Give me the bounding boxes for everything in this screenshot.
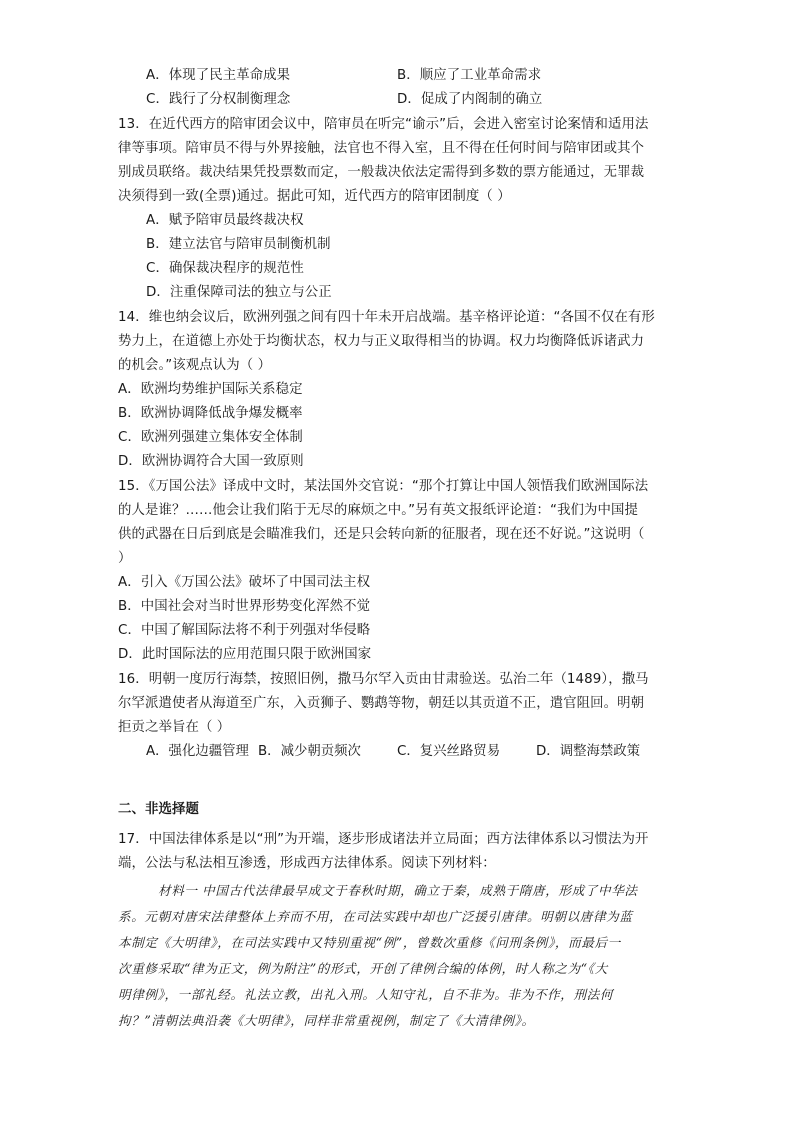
q15-option: C．中国了解国际法将不利于列强对华侵略 — [118, 623, 371, 638]
section-title: 二、非选择题 — [118, 802, 199, 817]
q17-material-line: 本制定《大明律》，在司法实践中又特别重视“例”，曾数次重修《问刑条例》，而最后一 — [118, 935, 621, 950]
q13-stem-line: 决须得到一致(全票)通过。据此可知，近代西方的陪审团制度（ ） — [118, 189, 511, 204]
q13-option: B．建立法官与陪审员制衡机制 — [146, 237, 331, 252]
q15-option: B．中国社会对当时世界形势变化浑然不觉 — [118, 599, 371, 614]
q14-stem-line: 势力上，在道德上亦处于均衡状态，权力与正义取得相当的协调。权力均衡降低诉诸武力 — [118, 334, 645, 349]
q15-stem-line: 的人是谁？……他会让我们陷于无尽的麻烦之中。”另有英文报纸评论道：“我们为中国提 — [118, 503, 639, 518]
q16-stem-line: 拒贡之举旨在（ ） — [118, 720, 231, 735]
q14-option: B．欧洲协调降低战争爆发概率 — [118, 406, 303, 421]
q17-material-line: 拘？”清朝法典沿袭《大明律》，同样非常重视例，制定了《大清律例》。 — [118, 1013, 535, 1028]
q13-stem-line: 律等事项。陪审员不得与外界接触，法官也不得入室，且不得在任何时间与陪审团或其个 — [118, 141, 645, 156]
q16-option-a: A．强化边疆管理 — [146, 744, 249, 759]
prev-option-d: D．促成了内阁制的确立 — [397, 92, 543, 107]
q17-material-line: 明律例》，一部礼经。礼法立教，出礼入刑。人知守礼，自不非为。非为不作，刑法何 — [118, 987, 614, 1002]
prev-option-a: A．体现了民主革命成果 — [146, 68, 291, 83]
prev-option-c: C．践行了分权制衡理念 — [146, 92, 291, 107]
q16-option-c: C．复兴丝路贸易 — [397, 744, 501, 759]
q14-option: C．欧洲列强建立集体安全体制 — [118, 430, 303, 445]
q16-option-b: B．减少朝贡频次 — [258, 744, 361, 759]
q14-option: A．欧洲均势维护国际关系稳定 — [118, 382, 303, 397]
q13-stem-line: 别成员联络。裁决结果凭投票数而定，一般裁决依法定需得到多数的票方能通过，无罪裁 — [118, 165, 645, 180]
q15-stem-line: 15．《万国公法》译成中文时，某法国外交官说：“那个打算让中国人领悟我们欧洲国际法 — [118, 479, 649, 494]
q17-material-line: 系。元朝对唐宋法律整体上弃而不用，在司法实践中却也广泛援引唐律。明朝以唐律为蓝 — [118, 909, 633, 924]
q13-option: D．注重保障司法的独立与公正 — [146, 285, 332, 300]
q16-stem-line: 16．明朝一度厉行海禁，按照旧例，撒马尔罕入贡由甘肃验送。弘治二年（1489），撒马 — [118, 672, 649, 687]
q13-option: A．赋予陪审员最终裁决权 — [146, 213, 304, 228]
q13-stem-line: 13．在近代西方的陪审团会议中，陪审员在听完“谕示”后，会进入密室讨论案情和适用法 — [118, 117, 649, 132]
prev-option-b: B．顺应了工业革命需求 — [397, 68, 542, 83]
q15-option: A．引入《万国公法》破坏了中国司法主权 — [118, 575, 371, 590]
q14-stem-line: 的机会。”该观点认为（ ） — [118, 358, 272, 373]
q14-option: D．欧洲协调符合大国一致原则 — [118, 454, 304, 469]
q15-stem-line: ） — [118, 551, 132, 566]
q17-stem-line: 17．中国法律体系是以“刑”为开端，逐步形成诸法并立局面；西方法律体系以习惯法为开 — [118, 832, 649, 847]
q17-material-line: 材料一 中国古代法律最早成文于春秋时期，确立于秦，成熟于隋唐，形成了中华法 — [158, 883, 638, 898]
q16-stem-line: 尔罕派遣使者从海道至广东，入贡狮子、鹦鹉等物，朝廷以其贡道不正，遣官阻回。明朝 — [118, 696, 645, 711]
q13-option: C．确保裁决程序的规范性 — [146, 261, 304, 276]
q17-material-line: 次重修采取“律为正文，例为附注”的形式，开创了律例合编的体例，时人称之为“《大 — [118, 961, 608, 976]
q14-stem-line: 14．维也纳会议后，欧洲列强之间有四十年未开启战端。基辛格评论道：“各国不仅在有形 — [118, 310, 655, 325]
q15-stem-line: 供的武器在日后到底是会瞄准我们，还是只会转向新的征服者，现在还不好说。”这说明（ — [118, 527, 645, 542]
q16-option-d: D．调整海禁政策 — [536, 744, 641, 759]
q17-stem-line: 端，公法与私法相互渗透，形成西方法律体系。阅读下列材料： — [118, 856, 496, 871]
q15-option: D．此时国际法的应用范围只限于欧洲国家 — [118, 647, 372, 662]
